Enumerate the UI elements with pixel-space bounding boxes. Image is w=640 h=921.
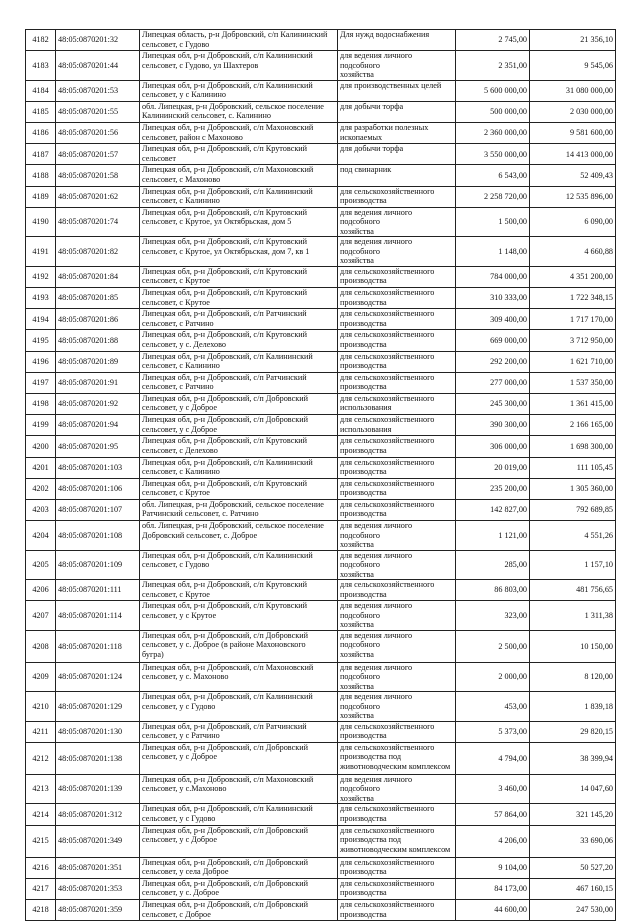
cadastral-value: 247 530,00 <box>530 900 616 921</box>
permitted-use: для ведения личного подсобного хозяйства <box>338 207 456 237</box>
cadastral-value: 2 030 000,00 <box>530 101 616 122</box>
table-body <box>26 30 616 921</box>
row-number: 4188 <box>26 165 56 186</box>
row-number: 4197 <box>26 372 56 393</box>
plot-address: Липецкая обл, р-н Добровский, с/п Добровский сельсовет, у с. Доброе (в районе Махоновского бугра) <box>140 630 338 662</box>
plot-address: Липецкая обл, р-н Добровский, с/п Добровский сельсовет, у с Доброе <box>140 825 338 857</box>
plot-address: Липецкая обл, р-н Добровский, с/п Калининский сельсовет, с Гудово, ул Шахтеров <box>140 51 338 81</box>
cadastral-value: 12 535 896,00 <box>530 186 616 207</box>
table-row <box>26 692 616 722</box>
row-number: 4200 <box>26 436 56 457</box>
plot-address: Липецкая обл, р-н Добровский, с/п Махоновский сельсовет, район с Махоново <box>140 123 338 144</box>
cadastral-number: 48:05:0870201:86 <box>56 309 140 330</box>
table-row <box>26 165 616 186</box>
plot-area: 669 000,00 <box>456 330 530 351</box>
row-number: 4207 <box>26 601 56 631</box>
row-number: 4190 <box>26 207 56 237</box>
table-row <box>26 580 616 601</box>
table-row <box>26 774 616 804</box>
table-row <box>26 662 616 692</box>
plot-area: 277 000,00 <box>456 372 530 393</box>
row-number: 4215 <box>26 825 56 857</box>
permitted-use: для ведения личного подсобного хозяйства <box>338 692 456 722</box>
cadastral-number: 48:05:0870201:94 <box>56 415 140 436</box>
plot-area: 3 460,00 <box>456 774 530 804</box>
table-row <box>26 742 616 774</box>
plot-address: Липецкая обл, р-н Добровский, с/п Крутовский сельсовет, с Крутое, ул Октябрьская, дом 5 <box>140 207 338 237</box>
plot-address: Липецкая обл, р-н Добровский, с/п Добровский сельсовет, у села Доброе <box>140 857 338 878</box>
row-number: 4182 <box>26 30 56 51</box>
plot-address: Липецкая обл, р-н Добровский, с/п Калининский сельсовет, с Калинино <box>140 457 338 478</box>
plot-area: 2 258 720,00 <box>456 186 530 207</box>
table-row <box>26 825 616 857</box>
permitted-use: для сельскохозяйственного производства <box>338 804 456 825</box>
row-number: 4201 <box>26 457 56 478</box>
cadastral-value: 6 090,00 <box>530 207 616 237</box>
permitted-use: для разработки полезных ископаемых <box>338 123 456 144</box>
plot-area: 57 864,00 <box>456 804 530 825</box>
cadastral-number: 48:05:0870201:129 <box>56 692 140 722</box>
table-row <box>26 415 616 436</box>
plot-area: 2 351,00 <box>456 51 530 81</box>
cadastral-value: 8 120,00 <box>530 662 616 692</box>
plot-area: 306 000,00 <box>456 436 530 457</box>
permitted-use: для добычи торфа <box>338 144 456 165</box>
plot-area: 1 500,00 <box>456 207 530 237</box>
table-row <box>26 288 616 309</box>
plot-address: Липецкая обл, р-н Добровский, с/п Крутовский сельсовет <box>140 144 338 165</box>
cadastral-value: 467 160,15 <box>530 878 616 899</box>
permitted-use: для ведения личного подсобного хозяйства <box>338 601 456 631</box>
plot-area: 86 803,00 <box>456 580 530 601</box>
cadastral-value: 4 351 200,00 <box>530 266 616 287</box>
plot-address: Липецкая обл, р-н Добровский, с/п Крутовский сельсовет, с Крутое <box>140 580 338 601</box>
plot-address: Липецкая обл, р-н Добровский, с/п Добровский сельсовет, у с Доброе <box>140 742 338 774</box>
row-number: 4187 <box>26 144 56 165</box>
plot-address: Липецкая обл, р-н Добровский, с/п Калининский сельсовет, с Гудово <box>140 550 338 580</box>
plot-address: Липецкая область, р-н Добровский, с/п Калининский сельсовет, с Гудово <box>140 30 338 51</box>
plot-area: 5 373,00 <box>456 721 530 742</box>
cadastral-value: 52 409,43 <box>530 165 616 186</box>
permitted-use: для сельскохозяйственного производства <box>338 900 456 921</box>
permitted-use: для сельскохозяйственного производства под животноводческим комплексом <box>338 825 456 857</box>
cadastral-number: 48:05:0870201:139 <box>56 774 140 804</box>
table-row <box>26 372 616 393</box>
permitted-use: для ведения личного подсобного хозяйства <box>338 550 456 580</box>
row-number: 4189 <box>26 186 56 207</box>
cadastral-value: 14 047,60 <box>530 774 616 804</box>
table-row <box>26 330 616 351</box>
row-number: 4193 <box>26 288 56 309</box>
plot-address: Липецкая обл, р-н Добровский, с/п Добровский сельсовет, у с Доброе <box>140 415 338 436</box>
cadastral-number: 48:05:0870201:58 <box>56 165 140 186</box>
table-row <box>26 309 616 330</box>
plot-area: 323,00 <box>456 601 530 631</box>
row-number: 4191 <box>26 237 56 267</box>
document-page <box>25 29 616 921</box>
cadastral-value: 481 756,65 <box>530 580 616 601</box>
row-number: 4205 <box>26 550 56 580</box>
cadastral-number: 48:05:0870201:108 <box>56 521 140 551</box>
row-number: 4192 <box>26 266 56 287</box>
plot-area: 84 173,00 <box>456 878 530 899</box>
row-number: 4210 <box>26 692 56 722</box>
cadastral-value: 50 527,20 <box>530 857 616 878</box>
plot-address: Липецкая обл, р-н Добровский, с/п Махоновский сельсовет, у с. Махоново <box>140 662 338 692</box>
permitted-use: для сельскохозяйственного производства под животноводческим комплексом <box>338 742 456 774</box>
permitted-use: для ведения личного подсобного хозяйства <box>338 51 456 81</box>
cadastral-value: 1 621 710,00 <box>530 351 616 372</box>
permitted-use: для ведения личного подсобного хозяйства <box>338 237 456 267</box>
cadastral-value: 9 581 600,00 <box>530 123 616 144</box>
plot-address: Липецкая обл, р-н Добровский, с/п Калининский сельсовет, у с Гудово <box>140 804 338 825</box>
cadastral-number: 48:05:0870201:62 <box>56 186 140 207</box>
cadastral-value: 14 413 000,00 <box>530 144 616 165</box>
cadastral-number: 48:05:0870201:88 <box>56 330 140 351</box>
row-number: 4194 <box>26 309 56 330</box>
row-number: 4186 <box>26 123 56 144</box>
permitted-use: для сельскохозяйственного производства <box>338 499 456 520</box>
plot-area: 5 600 000,00 <box>456 80 530 101</box>
plot-address: Липецкая обл, р-н Добровский, с/п Махоновский сельсовет, у с.Махоново <box>140 774 338 804</box>
table-row <box>26 30 616 51</box>
permitted-use: для сельскохозяйственного производства <box>338 580 456 601</box>
row-number: 4208 <box>26 630 56 662</box>
plot-address: Липецкая обл, р-н Добровский, с/п Крутовский сельсовет, с Делехово <box>140 436 338 457</box>
cadastral-value: 3 712 950,00 <box>530 330 616 351</box>
plot-address: обл. Липецкая, р-н Добровский, сельское поселение Ратчинский сельсовет, с. Ратчино <box>140 499 338 520</box>
cadastral-value: 1 722 348,15 <box>530 288 616 309</box>
plot-area: 2 745,00 <box>456 30 530 51</box>
cadastral-number: 48:05:0870201:84 <box>56 266 140 287</box>
row-number: 4183 <box>26 51 56 81</box>
plot-address: Липецкая обл, р-н Добровский, с/п Крутовский сельсовет, у с Крутое <box>140 601 338 631</box>
cadastral-number: 48:05:0870201:95 <box>56 436 140 457</box>
cadastral-number: 48:05:0870201:312 <box>56 804 140 825</box>
plot-address: Липецкая обл, р-н Добровский, с/п Добровский сельсовет, у с Доброе <box>140 393 338 414</box>
row-number: 4202 <box>26 478 56 499</box>
plot-address: Липецкая обл, р-н Добровский, с/п Калининский сельсовет, у с Гудово <box>140 692 338 722</box>
permitted-use: для сельскохозяйственного производства <box>338 478 456 499</box>
plot-address: Липецкая обл, р-н Добровский, с/п Ратчинский сельсовет, с Ратчино <box>140 372 338 393</box>
table-row <box>26 51 616 81</box>
plot-area: 6 543,00 <box>456 165 530 186</box>
plot-address: обл. Липецкая, р-н Добровский, сельское поселение Калининский сельсовет, с. Калинино <box>140 101 338 122</box>
cadastral-number: 48:05:0870201:353 <box>56 878 140 899</box>
cadastral-value: 10 150,00 <box>530 630 616 662</box>
table-row <box>26 457 616 478</box>
cadastral-value: 1 698 300,00 <box>530 436 616 457</box>
table-row <box>26 123 616 144</box>
cadastral-number: 48:05:0870201:349 <box>56 825 140 857</box>
cadastral-number: 48:05:0870201:111 <box>56 580 140 601</box>
cadastral-number: 48:05:0870201:118 <box>56 630 140 662</box>
cadastral-value: 1 311,38 <box>530 601 616 631</box>
cadastral-number: 48:05:0870201:89 <box>56 351 140 372</box>
table-row <box>26 144 616 165</box>
plot-area: 1 148,00 <box>456 237 530 267</box>
row-number: 4196 <box>26 351 56 372</box>
plot-area: 4 794,00 <box>456 742 530 774</box>
table-row <box>26 207 616 237</box>
table-row <box>26 186 616 207</box>
permitted-use: для сельскохозяйственного производства <box>338 457 456 478</box>
table-row <box>26 266 616 287</box>
plot-area: 292 200,00 <box>456 351 530 372</box>
plot-address: Липецкая обл, р-н Добровский, с/п Добровский сельсовет, с Доброе <box>140 900 338 921</box>
permitted-use: для производственных целей <box>338 80 456 101</box>
plot-area: 235 200,00 <box>456 478 530 499</box>
row-number: 4209 <box>26 662 56 692</box>
permitted-use: Для нужд водоснабжения <box>338 30 456 51</box>
table-row <box>26 478 616 499</box>
row-number: 4204 <box>26 521 56 551</box>
cadastral-value: 1 305 360,00 <box>530 478 616 499</box>
plot-address: обл. Липецкая, р-н Добровский, сельское поселение Добровский сельсовет, с. Доброе <box>140 521 338 551</box>
cadastral-value: 1 361 415,00 <box>530 393 616 414</box>
permitted-use: для сельскохозяйственного производства <box>338 372 456 393</box>
cadastral-number: 48:05:0870201:32 <box>56 30 140 51</box>
permitted-use: для сельскохозяйственного производства <box>338 309 456 330</box>
plot-area: 142 827,00 <box>456 499 530 520</box>
cadastral-number: 48:05:0870201:107 <box>56 499 140 520</box>
row-number: 4218 <box>26 900 56 921</box>
permitted-use: для сельскохозяйственного производства <box>338 878 456 899</box>
table-row <box>26 521 616 551</box>
plot-address: Липецкая обл, р-н Добровский, с/п Крутовский сельсовет, с Крутое <box>140 266 338 287</box>
table-row <box>26 436 616 457</box>
table-row <box>26 878 616 899</box>
table-row <box>26 601 616 631</box>
cadastral-number: 48:05:0870201:138 <box>56 742 140 774</box>
plot-address: Липецкая обл, р-н Добровский, с/п Крутовский сельсовет, с Крутое, ул Октябрьская, дом 7, кв 1 <box>140 237 338 267</box>
cadastral-value: 792 689,85 <box>530 499 616 520</box>
cadastral-number: 48:05:0870201:82 <box>56 237 140 267</box>
plot-address: Липецкая обл, р-н Добровский, с/п Калининский сельсовет, с Калинино <box>140 351 338 372</box>
cadastral-value: 21 356,10 <box>530 30 616 51</box>
row-number: 4217 <box>26 878 56 899</box>
cadastral-value: 4 551,26 <box>530 521 616 551</box>
plot-area: 453,00 <box>456 692 530 722</box>
plot-area: 3 550 000,00 <box>456 144 530 165</box>
permitted-use: для ведения личного подсобного хозяйства <box>338 662 456 692</box>
table-row <box>26 721 616 742</box>
cadastral-value: 31 080 000,00 <box>530 80 616 101</box>
table-row <box>26 900 616 921</box>
plot-address: Липецкая обл, р-н Добровский, с/п Калининский сельсовет, у с Калинино <box>140 80 338 101</box>
cadastral-value: 1 717 170,00 <box>530 309 616 330</box>
row-number: 4206 <box>26 580 56 601</box>
plot-area: 1 121,00 <box>456 521 530 551</box>
cadastral-value: 9 545,06 <box>530 51 616 81</box>
permitted-use: для сельскохозяйственного производства <box>338 351 456 372</box>
plot-address: Липецкая обл, р-н Добровский, с/п Крутовский сельсовет, с Крутое <box>140 288 338 309</box>
cadastral-number: 48:05:0870201:85 <box>56 288 140 309</box>
row-number: 4211 <box>26 721 56 742</box>
row-number: 4198 <box>26 393 56 414</box>
plot-area: 784 000,00 <box>456 266 530 287</box>
permitted-use: для сельскохозяйственного производства <box>338 288 456 309</box>
cadastral-number: 48:05:0870201:56 <box>56 123 140 144</box>
row-number: 4216 <box>26 857 56 878</box>
table-row <box>26 630 616 662</box>
cadastral-value: 1 157,10 <box>530 550 616 580</box>
plot-area: 44 600,00 <box>456 900 530 921</box>
permitted-use: для сельскохозяйственного производства <box>338 330 456 351</box>
plot-area: 4 206,00 <box>456 825 530 857</box>
cadastral-number: 48:05:0870201:91 <box>56 372 140 393</box>
permitted-use: для ведения личного подсобного хозяйства <box>338 774 456 804</box>
permitted-use: для сельскохозяйственного производства <box>338 721 456 742</box>
plot-area: 245 300,00 <box>456 393 530 414</box>
cadastral-number: 48:05:0870201:55 <box>56 101 140 122</box>
cadastral-value: 38 399,94 <box>530 742 616 774</box>
cadastral-number: 48:05:0870201:109 <box>56 550 140 580</box>
plot-address: Липецкая обл, р-н Добровский, с/п Калининский сельсовет, с Калинино <box>140 186 338 207</box>
table-row <box>26 351 616 372</box>
land-plots-table <box>25 29 616 921</box>
cadastral-value: 29 820,15 <box>530 721 616 742</box>
table-row <box>26 804 616 825</box>
cadastral-number: 48:05:0870201:92 <box>56 393 140 414</box>
table-row <box>26 237 616 267</box>
permitted-use: для сельскохозяйственного производства <box>338 186 456 207</box>
plot-area: 390 300,00 <box>456 415 530 436</box>
cadastral-number: 48:05:0870201:124 <box>56 662 140 692</box>
row-number: 4212 <box>26 742 56 774</box>
row-number: 4184 <box>26 80 56 101</box>
plot-address: Липецкая обл, р-н Добровский, с/п Добровский сельсовет, у с. Доброе <box>140 878 338 899</box>
table-row <box>26 550 616 580</box>
plot-area: 2 000,00 <box>456 662 530 692</box>
cadastral-number: 48:05:0870201:44 <box>56 51 140 81</box>
cadastral-number: 48:05:0870201:103 <box>56 457 140 478</box>
permitted-use: для сельскохозяйственного использования <box>338 415 456 436</box>
cadastral-number: 48:05:0870201:57 <box>56 144 140 165</box>
permitted-use: для сельскохозяйственного использования <box>338 393 456 414</box>
row-number: 4185 <box>26 101 56 122</box>
plot-area: 500 000,00 <box>456 101 530 122</box>
cadastral-value: 1 537 350,00 <box>530 372 616 393</box>
cadastral-number: 48:05:0870201:114 <box>56 601 140 631</box>
plot-address: Липецкая обл, р-н Добровский, с/п Ратчинский сельсовет, у с Ратчино <box>140 721 338 742</box>
permitted-use: для сельскохозяйственного производства <box>338 857 456 878</box>
permitted-use: для добычи торфа <box>338 101 456 122</box>
plot-area: 2 500,00 <box>456 630 530 662</box>
plot-address: Липецкая обл, р-н Добровский, с/п Махоновский сельсовет, с Махоново <box>140 165 338 186</box>
cadastral-value: 321 145,20 <box>530 804 616 825</box>
permitted-use: для ведения личного подсобного хозяйства <box>338 630 456 662</box>
row-number: 4213 <box>26 774 56 804</box>
plot-area: 2 360 000,00 <box>456 123 530 144</box>
row-number: 4203 <box>26 499 56 520</box>
plot-area: 9 104,00 <box>456 857 530 878</box>
cadastral-number: 48:05:0870201:351 <box>56 857 140 878</box>
plot-address: Липецкая обл, р-н Добровский, с/п Крутовский сельсовет, с Крутое <box>140 478 338 499</box>
cadastral-number: 48:05:0870201:130 <box>56 721 140 742</box>
plot-area: 309 400,00 <box>456 309 530 330</box>
row-number: 4214 <box>26 804 56 825</box>
plot-address: Липецкая обл, р-н Добровский, с/п Крутовский сельсовет, у с. Делехово <box>140 330 338 351</box>
plot-area: 20 019,00 <box>456 457 530 478</box>
table-row <box>26 393 616 414</box>
table-row <box>26 857 616 878</box>
permitted-use: для ведения личного подсобного хозяйства <box>338 521 456 551</box>
permitted-use: для сельскохозяйственного производства <box>338 266 456 287</box>
cadastral-number: 48:05:0870201:359 <box>56 900 140 921</box>
cadastral-value: 33 690,06 <box>530 825 616 857</box>
table-row <box>26 499 616 520</box>
cadastral-value: 4 660,88 <box>530 237 616 267</box>
plot-area: 285,00 <box>456 550 530 580</box>
cadastral-number: 48:05:0870201:106 <box>56 478 140 499</box>
cadastral-value: 1 839,18 <box>530 692 616 722</box>
cadastral-number: 48:05:0870201:53 <box>56 80 140 101</box>
plot-address: Липецкая обл, р-н Добровский, с/п Ратчинский сельсовет, с Ратчино <box>140 309 338 330</box>
table-row <box>26 101 616 122</box>
cadastral-value: 111 105,45 <box>530 457 616 478</box>
row-number: 4199 <box>26 415 56 436</box>
row-number: 4195 <box>26 330 56 351</box>
table-row <box>26 80 616 101</box>
plot-area: 310 333,00 <box>456 288 530 309</box>
cadastral-value: 2 166 165,00 <box>530 415 616 436</box>
permitted-use: под свинарник <box>338 165 456 186</box>
permitted-use: для сельскохозяйственного производства <box>338 436 456 457</box>
cadastral-number: 48:05:0870201:74 <box>56 207 140 237</box>
